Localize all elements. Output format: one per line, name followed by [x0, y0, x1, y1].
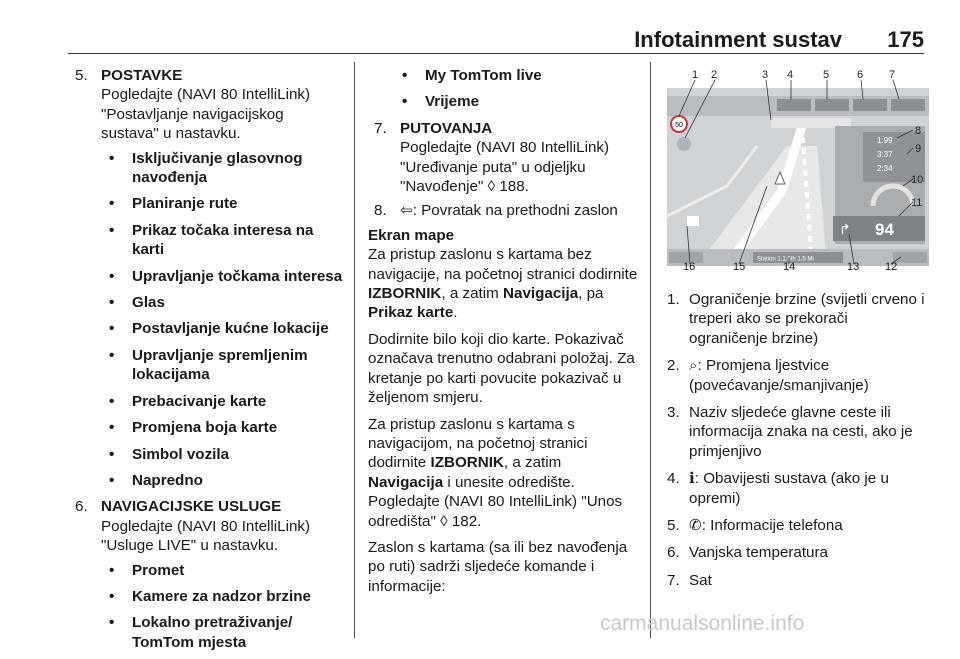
bullet-item — [101, 194, 345, 213]
callout-3: 3 — [762, 69, 769, 81]
item-number: 7. — [374, 119, 387, 137]
bullet-text: Lokalno pretraživanje/ TomTom mjesta — [132, 614, 293, 651]
bullet-text: Prikaz točaka interesa na karti — [132, 221, 314, 259]
bullet-dot: • — [109, 614, 115, 632]
item-text: Pogledajte (NAVI 80 IntelliLink) "Usluge LIVE" u nastavku. — [101, 517, 311, 555]
clock-box — [891, 99, 925, 111]
bullet-item — [101, 445, 345, 464]
legend-number: 4. — [667, 470, 680, 488]
speed-limit-value: 50 — [675, 122, 683, 129]
section-title: Ekran mape — [368, 226, 455, 244]
legend-item — [667, 469, 929, 508]
legend-number: 6. — [667, 544, 680, 562]
bullet-dot: • — [109, 419, 115, 437]
bullet-item — [394, 92, 638, 111]
item-title: POSTAVKE — [101, 67, 183, 84]
bullet-dot: • — [109, 320, 115, 338]
item-text: Pogledajte (NAVI 80 IntelliLink) "Postavljanje navigacijskog sustava" u nastavku. — [101, 86, 311, 143]
eta-time-1: 1:99 — [877, 136, 893, 145]
bullet-dot: • — [402, 93, 408, 111]
list-item-6 — [75, 497, 345, 555]
bullet-item — [101, 267, 345, 286]
list-item-8 — [368, 201, 638, 220]
bullet-text: Upravljanje spremljenim lokacijama — [132, 346, 308, 384]
bullet-text: Prebacivanje karte — [132, 392, 267, 410]
bullet-dot: • — [402, 67, 408, 84]
bullet-text: My TomTom live — [425, 67, 542, 84]
list-item-5 — [75, 66, 345, 144]
callout-4: 4 — [787, 69, 794, 81]
legend-list — [667, 290, 929, 590]
legend-item — [667, 290, 929, 348]
eta-time-2: 3:37 — [877, 150, 893, 159]
callout-15: 15 — [733, 261, 746, 273]
page-title: Infotainment sustav — [634, 27, 842, 52]
column-divider-1 — [354, 62, 355, 638]
options-button-box — [893, 252, 927, 263]
callout-5: 5 — [823, 69, 830, 81]
bullet-text: Upravljanje točkama interesa — [132, 267, 343, 285]
bullet-dot: • — [109, 267, 115, 285]
watermark: carmanualsonline.info — [600, 612, 805, 635]
callout-7: 7 — [889, 69, 896, 81]
callout-14: 14 — [783, 261, 796, 273]
callout-10: 10 — [911, 174, 924, 186]
legend-text: Vanjska temperatura — [689, 544, 829, 562]
paragraph-3: Za pristup zaslonu s kartama s navigacijom, na početnoj stranici dodirnite IZBORNIK, a zatim Navigacija i unesite odredište. Pogledajte (NAVI 80 IntelliLink) "Unos odredišta" ◊ 182. — [368, 415, 623, 530]
legend-text: ✆: Informacije telefona — [689, 517, 843, 535]
bullet-dot: • — [109, 294, 115, 312]
bullet-list-5 — [75, 149, 345, 491]
column-1 — [75, 66, 345, 659]
bullet-item — [101, 392, 345, 411]
paragraph-4: Zaslon s kartama (sa ili bez navođenja po ruti) sadrži sljedeće komande i informacije: — [368, 538, 628, 595]
bullet-text: Vrijeme — [425, 93, 480, 111]
bullet-dot: • — [109, 195, 115, 213]
notification-box — [777, 99, 811, 111]
legend-text: Sat — [689, 571, 712, 589]
callout-13: 13 — [847, 261, 860, 273]
bullet-text: Simbol vozila — [132, 445, 230, 463]
bullet-text: Kamere za nadzor brzine — [132, 587, 311, 605]
bullet-item — [101, 561, 345, 580]
bullet-item — [101, 319, 345, 338]
callout-8: 8 — [915, 125, 922, 137]
bullet-dot: • — [109, 346, 115, 364]
bullet-dot: • — [109, 221, 115, 239]
item-number: 6. — [75, 498, 88, 516]
column-2 — [368, 66, 638, 603]
bullet-text: Planiranje rute — [132, 195, 238, 213]
bullet-text: Promjena boja karte — [132, 419, 278, 437]
bullet-item — [101, 346, 345, 385]
turn-distance: 94 — [875, 220, 894, 239]
bullet-dot: • — [109, 471, 115, 489]
callout-12: 12 — [885, 261, 898, 273]
bullet-dot: • — [109, 149, 115, 167]
page-number: 175 — [887, 27, 924, 52]
bullet-text: Isključivanje glasovnog navođenja — [132, 149, 303, 187]
callout-16: 16 — [683, 261, 696, 273]
bullet-list-6 — [75, 561, 345, 653]
bullet-item — [101, 418, 345, 437]
eta-time-3: 2:34 — [877, 164, 893, 173]
column-divider-2 — [650, 62, 651, 638]
paragraph-2: Dodirnite bilo koji dio karte. Pokazivač označava trenutno odabrani položaj. Za kretanje po karti povucite pokazivač u željenom smjeru. — [368, 330, 635, 407]
item-number: 5. — [75, 67, 88, 84]
item-title: PUTOVANJA — [400, 119, 493, 137]
item-title: NAVIGACIJSKE USLUGE — [101, 498, 282, 516]
bullet-item — [394, 66, 638, 85]
legend-item — [667, 571, 929, 590]
paragraph-1: Za pristup zaslonu s kartama bez navigacije, na početnoj stranici dodirnite IZBORNIK, a zatim Navigacija, pa Prikaz karte. — [368, 246, 638, 322]
legend-item — [667, 356, 929, 395]
bullet-item — [101, 221, 345, 260]
legend-number: 1. — [667, 291, 680, 308]
column-3 — [667, 66, 929, 598]
legend-item — [667, 543, 929, 562]
bullet-dot: • — [109, 445, 115, 463]
legend-item — [667, 516, 929, 535]
temperature-box — [853, 99, 887, 111]
map-screen-figure — [667, 66, 929, 273]
item-text: Pogledajte (NAVI 80 IntelliLink) "Uređivanje puta" u odjeljku "Navođenje" ◊ 188. — [400, 139, 610, 196]
bullet-text: Napredno — [132, 471, 203, 489]
legend-number: 2. — [667, 357, 680, 375]
bullet-dot: • — [109, 587, 115, 605]
bullet-dot: • — [109, 561, 115, 579]
map-screen-illustration — [667, 66, 929, 271]
bullet-item — [101, 471, 345, 490]
zoom-button — [677, 137, 691, 151]
bullet-text: Postavljanje kućne lokacije — [132, 320, 329, 338]
legend-number: 7. — [667, 571, 680, 589]
poi-icon — [687, 216, 699, 226]
legend-text: ⌕: Promjena ljestvice (povećavanje/smanjivanje) — [689, 357, 869, 394]
callout-11: 11 — [911, 197, 923, 209]
turn-arrow-icon: ↱ — [839, 222, 851, 238]
bullet-item — [101, 293, 345, 312]
item-text: ⇦: Povratak na prethodni zaslon — [400, 202, 618, 220]
current-street-text: Station 1.1.5th 1.5 Mi — [757, 256, 814, 263]
bullet-list-top — [368, 66, 638, 112]
bullet-text: Promet — [132, 561, 185, 579]
legend-text: ℹ: Obavijesti sustava (ako je u opremi) — [689, 470, 889, 507]
item-number: 8. — [374, 202, 387, 220]
bullet-item — [101, 587, 345, 606]
page-header — [0, 0, 960, 52]
callout-6: 6 — [857, 69, 864, 81]
legend-text: Naziv sljedeće glavne ceste ili informacija znaka na cesti, ako je primjenjivo — [689, 404, 913, 460]
legend-item — [667, 403, 929, 461]
bullet-dot: • — [109, 392, 115, 410]
callout-9: 9 — [915, 143, 922, 155]
phone-box — [815, 99, 849, 111]
bullet-text: Glas — [132, 294, 165, 312]
callout-1: 1 — [692, 69, 699, 81]
legend-text: Ograničenje brzine (svijetli crveno i treperi ako se prekorači ograničenje brzine) — [689, 291, 925, 347]
callout-2: 2 — [711, 69, 718, 81]
legend-number: 5. — [667, 517, 680, 535]
bullet-item — [101, 613, 345, 652]
list-item-7 — [368, 119, 638, 197]
header-rule — [68, 53, 924, 54]
bullet-item — [101, 149, 345, 188]
legend-number: 3. — [667, 404, 680, 422]
